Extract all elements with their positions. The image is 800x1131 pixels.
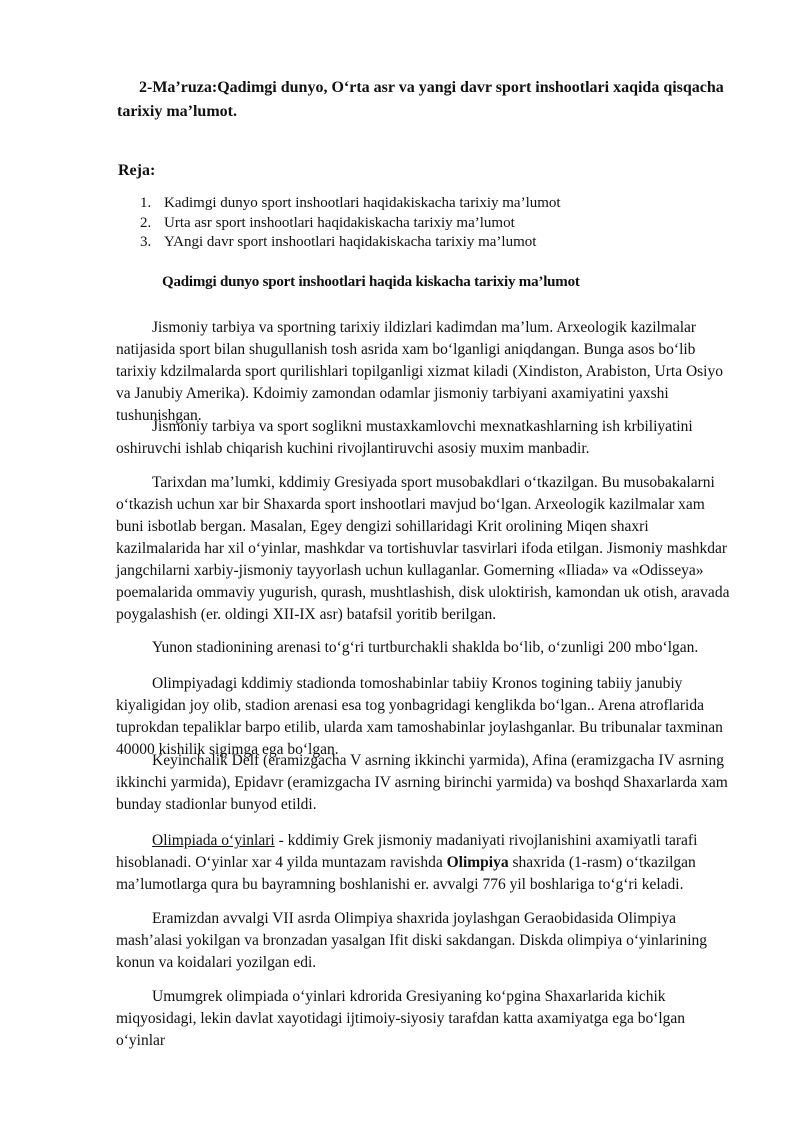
paragraph-5: Olimpiyadagi kddimiy stadionda tomoshabinlar tabiiy Kronos togining tabiiy janubiy kiyaligidan joy olib, stadion arenasi esa tog yonbagridagi kenglikda bo‘lgan.. Arena atroflarida tuprokdan tepaliklar barpo etilib, ularda xam tamoshabinlar joylashganlar. Bu tribunalar taxminan 40000 kishilik sigimga ega bo‘lgan. (116, 675, 723, 758)
olympiad-link-text: Olimpiada o‘yinlari (152, 832, 275, 849)
plan-item-text: Urta asr sport inshootlari haqidakiskacha tarixiy ma’lumot (164, 214, 515, 231)
plan-item-text: YAngi davr sport inshootlari haqidakiskacha tarixiy ma’lumot (164, 234, 537, 250)
paragraph-1: Jismoniy tarbiya va sportning tarixiy ildizlari kadimdan ma’lum. Arxeologik kazilmalar natijasida sport bilan shugullanish tosh asrida xam bo‘lganligi aniqdangan. Bunga asos bo‘lib tarixiy kdzilmalarda sport qurilishlari topilganligi xizmat kiladi (Xindiston, Arabiston, Urta Osiyo va Janubiy Amerika). Kdoimiy zamondan odamlar jismoniy tarbiyani axamiyatini yaxshi tushunishgan. (116, 319, 723, 424)
paragraph-7-text-b: shaxrida (1-rasm) o‘tkazilgan ma’lumotlarga qura bu bayramning boshlanishi er. avvalgi 776 yil boshlariga to‘g‘ri keladi. (116, 854, 696, 893)
olimpiya-bold-text: Olimpiya (446, 854, 509, 871)
section-heading: Qadimgi dunyo sport inshootlari haqida kiskacha tarixiy ma’lumot (162, 274, 580, 290)
plan-list (140, 194, 561, 253)
plan-item (140, 233, 561, 253)
plan-item-number: 3. (140, 234, 152, 250)
paragraph-7 (116, 830, 736, 896)
paragraph-3: Tarixdan ma’lumki, kddimiy Gresiyada sport musobakdlari o‘tkazilgan. Bu musobakalarni o‘tkazish uchun xar bir Shaxarda sport inshootlari mavjud bo‘lgan. Arxeologik kazilmalar xam buni isbotlab bergan. Masalan, Egey dengizi sohillaridagi Krit orolining Miqen shaxri kazilmalarida har xil o‘yinlar, mashkdar va tortishuvlar tasvirlari ifoda etilgan. Jismoniy mashkdar jangchilarni xarbiy-jismoniy tayyorlash uchun kullaganlar. Gomerning «Iliada» va «Odisseya» poemalarida ommaviy yugurish, qurash, mushtlashish, disk uloktirish, kamondan uk otish, aravada poygalashish (er. oldingi XII-IX asr) batafsil yoritib berilgan. (116, 474, 730, 623)
plan-item (140, 214, 561, 234)
paragraph-9: Umumgrek olimpiada o‘yinlari kdrorida Gresiyaning ko‘pgina Shaxarlarida kichik miqyosidagi, lekin davlat xayotidagi ijtimoiy-siyosiy tarafdan katta axamiyatga ega bo‘lgan o‘yinlar (116, 988, 686, 1049)
paragraph-6: Keyinchalik Delf (eramizgacha V asrning ikkinchi yarmida), Afina (eramizgacha IV asrning ikkinchi yarmida), Epidavr (eramizgacha IV asrning birinchi yarmida) va boshqd Shaxarlarda xam bunday stadionlar bunyod etildi. (116, 752, 728, 813)
paragraph-2: Jismoniy tarbiya va sport soglikni mustaxkamlovchi mexnatkashlarning ish krbiliyatini oshiruvchi ishlab chiqarish kuchini rivojlantiruvchi asosiy muxim manbadir. (116, 418, 693, 457)
plan-label: Reja: (118, 162, 156, 179)
paragraph-4: Yunon stadionining arenasi to‘g‘ri turtburchakli shaklda bo‘lib, o‘zunligi 200 mbo‘lgan. (152, 639, 699, 656)
paragraph-8: Eramizdan avvalgi VII asrda Olimpiya shaxrida joylashgan Geraobidasida Olimpiya mash’alasi yokilgan va bronzadan yasalgan Ifit diski sakdangan. Diskda olimpiya o‘yinlarining konun va koidalari yozilgan edi. (116, 910, 708, 971)
plan-item (140, 194, 561, 214)
plan-item-number: 1. (140, 195, 152, 211)
plan-item-number: 2. (140, 214, 152, 231)
plan-item-text: Kadimgi dunyo sport inshootlari haqidakiskacha tarixiy ma’lumot (164, 195, 561, 211)
paragraph-7-text-a: - kddimiy Grek jismoniy madaniyati rivojlanishini axamiyatli tarafi hisoblanadi. O‘yinlar xar 4 yilda muntazam ravishda (116, 832, 698, 871)
lecture-title: 2-Ma’ruza:Qadimgi dunyo, O‘rta asr va yangi davr sport inshootlari xaqida qisqacha tarixiy ma’lumot. (117, 79, 724, 120)
